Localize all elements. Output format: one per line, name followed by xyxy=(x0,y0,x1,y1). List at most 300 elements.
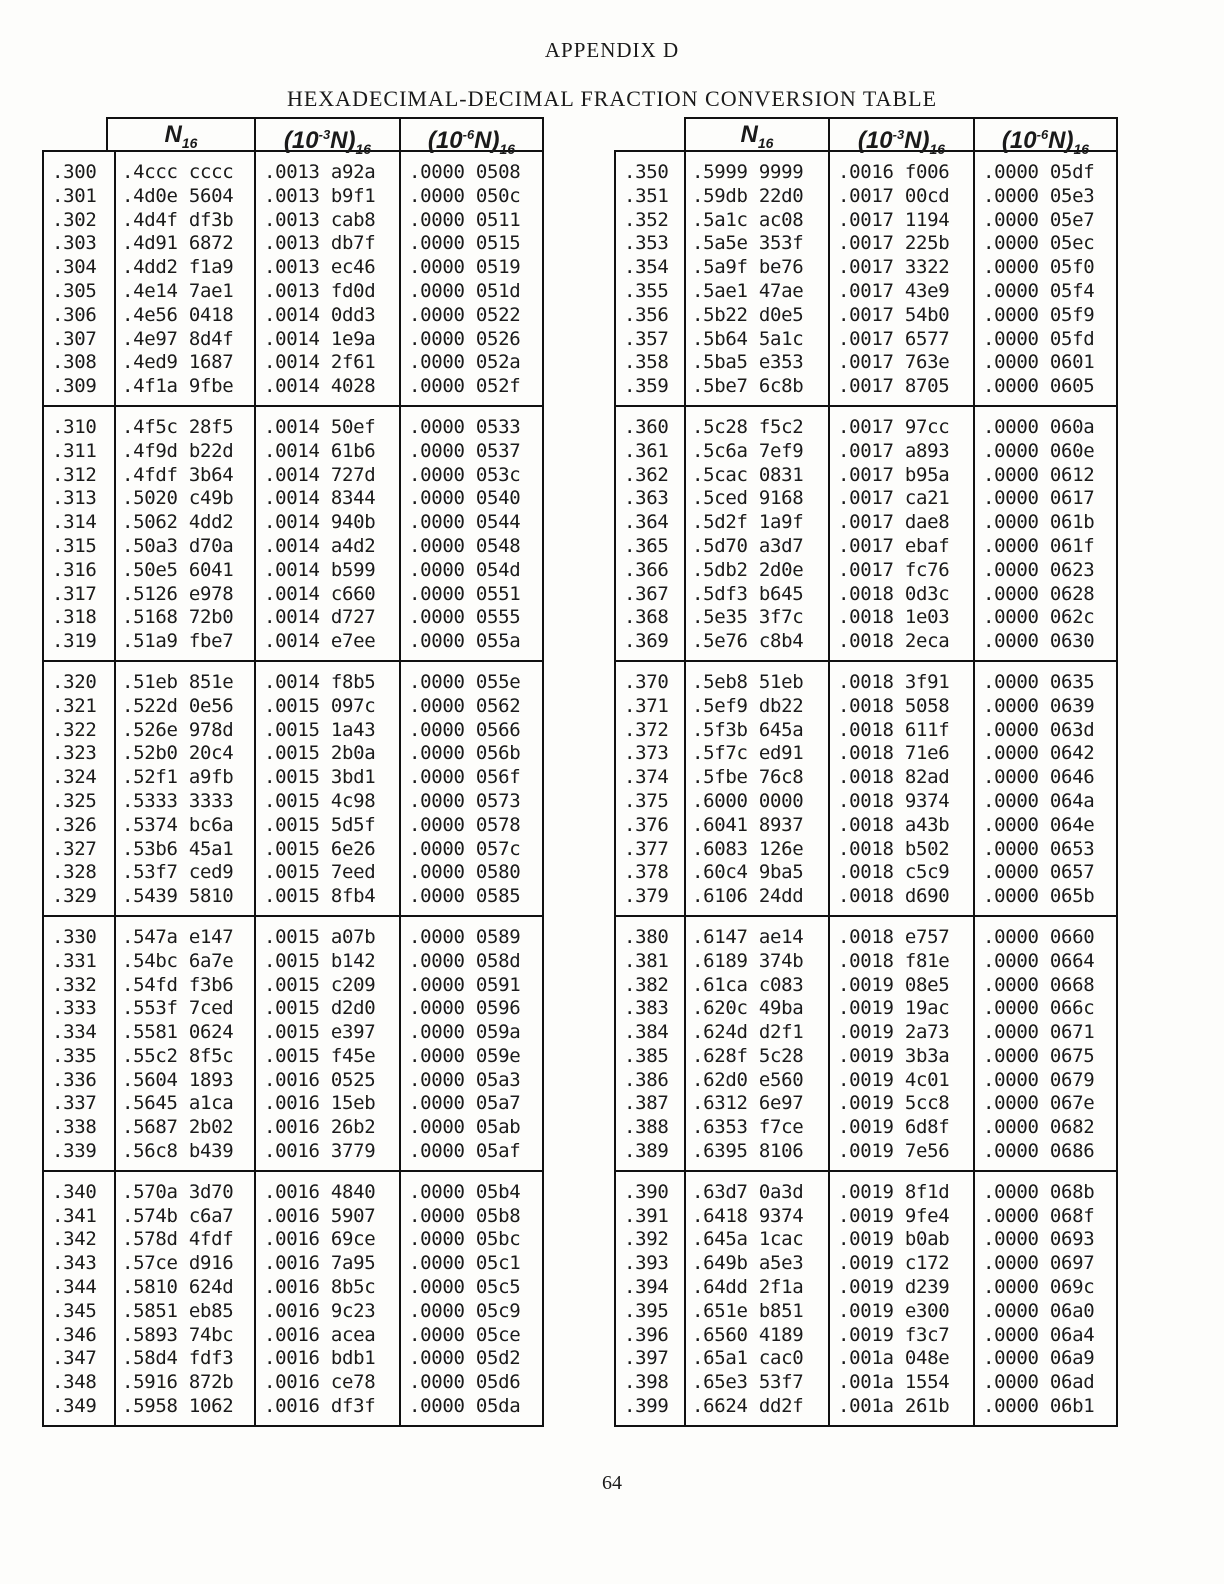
hex-value: .649b a5e3 xyxy=(692,1252,804,1275)
hex-value: .0000 05c9 xyxy=(409,1299,521,1322)
decimal-value: .341 xyxy=(52,1204,97,1227)
decimal-column xyxy=(616,662,686,915)
hex-value: .526e 978d xyxy=(122,718,234,741)
hex-value: .6083 126e xyxy=(692,837,804,860)
hex-value: .0017 dae8 xyxy=(838,511,950,534)
header-subscript: 16 xyxy=(757,134,774,151)
hex-value: .0015 c209 xyxy=(264,973,376,996)
hex-value: .0000 065b xyxy=(983,885,1095,908)
hex-value: .0019 5cc8 xyxy=(838,1092,950,1115)
hex-value: .0016 0525 xyxy=(264,1068,376,1091)
decimal-value: .307 xyxy=(52,327,97,350)
hex-value: .0000 060e xyxy=(983,439,1095,462)
hex-value: .5958 1062 xyxy=(122,1395,234,1418)
hex-value: .5c28 f5c2 xyxy=(692,415,804,438)
decimal-value: .382 xyxy=(624,973,669,996)
hex-value: .0000 05f9 xyxy=(983,303,1095,326)
n16-column xyxy=(116,662,256,915)
decimal-value: .398 xyxy=(624,1371,669,1394)
header-10e-6n xyxy=(401,117,544,157)
hex-value: .0015 5d5f xyxy=(264,813,376,836)
hex-value: .5ae1 47ae xyxy=(692,279,804,302)
hex-value: .0000 0664 xyxy=(983,949,1095,972)
hex-value: .0015 7eed xyxy=(264,861,376,884)
decimal-value: .360 xyxy=(624,415,669,438)
10e-6n-column xyxy=(975,917,1116,1170)
hex-value: .547a e147 xyxy=(122,925,234,948)
hex-value: .0000 0589 xyxy=(409,925,521,948)
decimal-value: .386 xyxy=(624,1068,669,1091)
decimal-value: .343 xyxy=(52,1252,97,1275)
hex-value: .54fd f3b6 xyxy=(122,973,234,996)
hex-value: .0000 0585 xyxy=(409,885,521,908)
header-tail-text: N) xyxy=(330,127,356,154)
hex-value: .0000 066c xyxy=(983,997,1095,1020)
decimal-value: .310 xyxy=(52,415,97,438)
row-group xyxy=(616,660,1116,915)
hex-value: .0000 0671 xyxy=(983,1021,1095,1044)
hex-value: .0015 6e26 xyxy=(264,837,376,860)
hex-value: .0015 1a43 xyxy=(264,718,376,741)
hex-value: .0019 08e5 xyxy=(838,973,950,996)
header-subscript: 16 xyxy=(499,140,516,157)
left-table xyxy=(42,117,544,1427)
n16-column xyxy=(686,662,830,915)
decimal-value: .333 xyxy=(52,997,97,1020)
decimal-value: .363 xyxy=(624,487,669,510)
hex-value: .65a1 cac0 xyxy=(692,1347,804,1370)
hex-value: .0019 9fe4 xyxy=(838,1204,950,1227)
10e-6n-column xyxy=(401,917,542,1170)
decimal-value: .380 xyxy=(624,925,669,948)
hex-value: .0000 059e xyxy=(409,1044,521,1067)
decimal-column xyxy=(44,1172,116,1425)
hex-value: .0000 05da xyxy=(409,1395,521,1418)
decimal-value: .366 xyxy=(624,558,669,581)
hex-value: .0000 0508 xyxy=(409,161,521,183)
row-group xyxy=(44,152,542,405)
hex-value: .001a 048e xyxy=(838,1347,950,1370)
hex-value: .0000 061f xyxy=(983,534,1095,557)
hex-value: .0000 052f xyxy=(409,375,521,398)
decimal-value: .368 xyxy=(624,606,669,629)
hex-value: .5439 5810 xyxy=(122,885,234,908)
hex-value: .0000 05a7 xyxy=(409,1092,521,1115)
hex-value: .651e b851 xyxy=(692,1299,804,1322)
hex-value: .0000 05c1 xyxy=(409,1252,521,1275)
header-exponent: -6 xyxy=(1036,127,1049,142)
hex-value: .5f7c ed91 xyxy=(692,742,804,765)
decimal-value: .352 xyxy=(624,208,669,231)
hex-value: .0019 3b3a xyxy=(838,1044,950,1067)
hex-value: .0000 0537 xyxy=(409,439,521,462)
decimal-value: .385 xyxy=(624,1044,669,1067)
hex-value: .0000 0605 xyxy=(983,375,1095,398)
hex-value: .0000 0682 xyxy=(983,1116,1095,1139)
decimal-value: .395 xyxy=(624,1299,669,1322)
hex-value: .0016 4840 xyxy=(264,1180,376,1203)
decimal-value: .335 xyxy=(52,1044,97,1067)
hex-value: .0015 f45e xyxy=(264,1044,376,1067)
decimal-value: .356 xyxy=(624,303,669,326)
header-exponent: -6 xyxy=(462,127,475,142)
hex-value: .0019 8f1d xyxy=(838,1180,950,1203)
hex-value: .553f 7ced xyxy=(122,997,234,1020)
hex-value: .0000 0653 xyxy=(983,837,1095,860)
hex-value: .0000 0591 xyxy=(409,973,521,996)
hex-value: .0000 057c xyxy=(409,837,521,860)
hex-value: .0014 b599 xyxy=(264,558,376,581)
decimal-value: .311 xyxy=(52,439,97,462)
decimal-value: .300 xyxy=(52,161,97,183)
hex-value: .0018 c5c9 xyxy=(838,861,950,884)
decimal-value: .313 xyxy=(52,487,97,510)
header-subscript: 16 xyxy=(181,134,198,151)
hex-value: .5810 624d xyxy=(122,1276,234,1299)
hex-value: .0013 db7f xyxy=(264,232,376,255)
n16-column xyxy=(116,407,256,660)
10e-3n-column xyxy=(256,917,401,1170)
hex-value: .0000 06ad xyxy=(983,1371,1095,1394)
header-10e-3n xyxy=(256,117,401,157)
hex-value: .0015 2b0a xyxy=(264,742,376,765)
hex-value: .50a3 d70a xyxy=(122,534,234,557)
decimal-value: .331 xyxy=(52,949,97,972)
decimal-value: .328 xyxy=(52,861,97,884)
hex-value: .0019 2a73 xyxy=(838,1021,950,1044)
hex-value: .001a 261b xyxy=(838,1395,950,1418)
hex-value: .0000 0668 xyxy=(983,973,1095,996)
decimal-value: .359 xyxy=(624,375,669,398)
hex-value: .58d4 fdf3 xyxy=(122,1347,234,1370)
hex-value: .57ce d916 xyxy=(122,1252,234,1275)
n16-column xyxy=(116,917,256,1170)
header-base-text: (10 xyxy=(427,127,463,154)
hex-value: .6000 0000 xyxy=(692,789,804,812)
conversion-grid xyxy=(614,150,1118,1427)
hex-value: .0017 a893 xyxy=(838,439,950,462)
decimal-value: .324 xyxy=(52,766,97,789)
hex-value: .0015 4c98 xyxy=(264,789,376,812)
hex-value: .4dd2 f1a9 xyxy=(122,256,234,279)
decimal-value: .390 xyxy=(624,1180,669,1203)
hex-value: .0000 0551 xyxy=(409,582,521,605)
hex-value: .0018 3f91 xyxy=(838,670,950,693)
hex-value: .0000 0555 xyxy=(409,606,521,629)
header-exponent: -3 xyxy=(892,127,905,142)
hex-value: .4f5c 28f5 xyxy=(122,415,234,438)
decimal-value: .376 xyxy=(624,813,669,836)
decimal-value: .354 xyxy=(624,256,669,279)
hex-value: .4ccc cccc xyxy=(122,161,234,183)
hex-value: .0000 05d6 xyxy=(409,1371,521,1394)
10e-6n-column xyxy=(975,1172,1116,1425)
hex-value: .0000 0580 xyxy=(409,861,521,884)
hex-value: .4f1a 9fbe xyxy=(122,375,234,398)
n16-column xyxy=(686,407,830,660)
hex-value: .0018 e757 xyxy=(838,925,950,948)
hex-value: .0014 61b6 xyxy=(264,439,376,462)
row-group xyxy=(616,1170,1116,1425)
hex-value: .5e35 3f7c xyxy=(692,606,804,629)
hex-value: .0013 cab8 xyxy=(264,208,376,231)
decimal-value: .325 xyxy=(52,789,97,812)
decimal-column xyxy=(44,407,116,660)
header-subscript: 16 xyxy=(929,140,946,157)
hex-value: .0017 b95a xyxy=(838,463,950,486)
n16-column xyxy=(686,152,830,405)
hex-value: .0016 15eb xyxy=(264,1092,376,1115)
hex-value: .4d4f df3b xyxy=(122,208,234,231)
hex-value: .4d0e 5604 xyxy=(122,184,234,207)
hex-value: .0000 06b1 xyxy=(983,1395,1095,1418)
hex-value: .0015 d2d0 xyxy=(264,997,376,1020)
hex-value: .0000 0533 xyxy=(409,415,521,438)
column-header-row xyxy=(614,117,1118,157)
row-group xyxy=(44,915,542,1170)
header-10e-3n xyxy=(830,117,975,157)
hex-value: .0015 097c xyxy=(264,694,376,717)
hex-value: .0017 763e xyxy=(838,351,950,374)
hex-value: .5a1c ac08 xyxy=(692,208,804,231)
hex-value: .0000 05df xyxy=(983,161,1095,183)
right-table xyxy=(614,117,1118,1427)
10e-6n-column xyxy=(975,407,1116,660)
hex-value: .5d70 a3d7 xyxy=(692,534,804,557)
decimal-value: .302 xyxy=(52,208,97,231)
hex-value: .0000 0686 xyxy=(983,1140,1095,1163)
hex-value: .0000 053c xyxy=(409,463,521,486)
hex-value: .5b22 d0e5 xyxy=(692,303,804,326)
hex-value: .5a9f be76 xyxy=(692,256,804,279)
decimal-value: .365 xyxy=(624,534,669,557)
decimal-value: .396 xyxy=(624,1323,669,1346)
hex-value: .59db 22d0 xyxy=(692,184,804,207)
decimal-value: .367 xyxy=(624,582,669,605)
hex-value: .56c8 b439 xyxy=(122,1140,234,1163)
hex-value: .0000 0635 xyxy=(983,670,1095,693)
hex-value: .0000 05ec xyxy=(983,232,1095,255)
hex-value: .0000 06a9 xyxy=(983,1347,1095,1370)
conversion-grid xyxy=(42,150,544,1427)
row-group xyxy=(616,152,1116,405)
page-number: 64 xyxy=(602,1472,622,1494)
hex-value: .0000 0697 xyxy=(983,1252,1095,1275)
decimal-value: .394 xyxy=(624,1276,669,1299)
hex-value: .0016 8b5c xyxy=(264,1276,376,1299)
decimal-value: .384 xyxy=(624,1021,669,1044)
hex-value: .4e56 0418 xyxy=(122,303,234,326)
hex-value: .0018 71e6 xyxy=(838,742,950,765)
decimal-value: .308 xyxy=(52,351,97,374)
hex-value: .0000 0628 xyxy=(983,582,1095,605)
decimal-value: .338 xyxy=(52,1116,97,1139)
table-title: HEXADECIMAL-DECIMAL FRACTION CONVERSION TABLE xyxy=(286,86,938,111)
hex-value: .0000 0601 xyxy=(983,351,1095,374)
decimal-value: .334 xyxy=(52,1021,97,1044)
hex-value: .65e3 53f7 xyxy=(692,1371,804,1394)
hex-value: .0013 fd0d xyxy=(264,279,376,302)
hex-value: .0000 0639 xyxy=(983,694,1095,717)
hex-value: .0000 063d xyxy=(983,718,1095,741)
hex-value: .0013 a92a xyxy=(264,161,376,183)
hex-value: .0017 225b xyxy=(838,232,950,255)
hex-value: .0000 05af xyxy=(409,1140,521,1163)
hex-value: .0000 05f0 xyxy=(983,256,1095,279)
hex-value: .0017 6577 xyxy=(838,327,950,350)
hex-value: .5f3b 645a xyxy=(692,718,804,741)
hex-value: .0000 064a xyxy=(983,789,1095,812)
hex-value: .0000 0519 xyxy=(409,256,521,279)
header-n16 xyxy=(106,117,256,150)
hex-value: .6624 dd2f xyxy=(692,1395,804,1418)
hex-value: .5916 872b xyxy=(122,1371,234,1394)
n16-column xyxy=(116,152,256,405)
decimal-column xyxy=(44,917,116,1170)
decimal-value: .371 xyxy=(624,694,669,717)
decimal-column xyxy=(616,407,686,660)
n16-column xyxy=(686,1172,830,1425)
decimal-value: .319 xyxy=(52,630,97,653)
hex-value: .0000 064e xyxy=(983,813,1095,836)
10e-3n-column xyxy=(256,1172,401,1425)
hex-value: .0013 ec46 xyxy=(264,256,376,279)
header-tail-text: N) xyxy=(1048,127,1074,154)
decimal-value: .387 xyxy=(624,1092,669,1115)
hex-value: .0000 0646 xyxy=(983,766,1095,789)
decimal-value: .322 xyxy=(52,718,97,741)
decimal-value: .392 xyxy=(624,1228,669,1251)
hex-value: .51a9 fbe7 xyxy=(122,630,234,653)
hex-value: .0014 0dd3 xyxy=(264,303,376,326)
decimal-value: .326 xyxy=(52,813,97,836)
hex-value: .0019 c172 xyxy=(838,1252,950,1275)
decimal-value: .323 xyxy=(52,742,97,765)
hex-value: .4f9d b22d xyxy=(122,439,234,462)
hex-value: .5d2f 1a9f xyxy=(692,511,804,534)
hex-value: .0000 06a0 xyxy=(983,1299,1095,1322)
decimal-value: .340 xyxy=(52,1180,97,1203)
10e-3n-column xyxy=(830,1172,975,1425)
decimal-value: .351 xyxy=(624,184,669,207)
hex-value: .0014 8344 xyxy=(264,487,376,510)
hex-value: .0000 0630 xyxy=(983,630,1095,653)
decimal-value: .327 xyxy=(52,837,97,860)
hex-value: .0018 1e03 xyxy=(838,606,950,629)
row-group xyxy=(44,660,542,915)
decimal-value: .314 xyxy=(52,511,97,534)
decimal-value: .391 xyxy=(624,1204,669,1227)
hex-value: .0000 05b8 xyxy=(409,1204,521,1227)
hex-value: .0017 ca21 xyxy=(838,487,950,510)
header-spacer xyxy=(42,117,106,150)
hex-value: .0000 05fd xyxy=(983,327,1095,350)
10e-3n-column xyxy=(256,662,401,915)
decimal-value: .329 xyxy=(52,885,97,908)
hex-value: .5ba5 e353 xyxy=(692,351,804,374)
hex-value: .5e76 c8b4 xyxy=(692,630,804,653)
hex-value: .0000 058d xyxy=(409,949,521,972)
decimal-value: .317 xyxy=(52,582,97,605)
hex-value: .5db2 2d0e xyxy=(692,558,804,581)
decimal-value: .378 xyxy=(624,861,669,884)
decimal-value: .312 xyxy=(52,463,97,486)
hex-value: .0016 bdb1 xyxy=(264,1347,376,1370)
hex-value: .0018 2eca xyxy=(838,630,950,653)
hex-value: .6395 8106 xyxy=(692,1140,804,1163)
decimal-value: .393 xyxy=(624,1252,669,1275)
hex-value: .0015 8fb4 xyxy=(264,885,376,908)
hex-value: .5374 bc6a xyxy=(122,813,234,836)
hex-value: .0000 056b xyxy=(409,742,521,765)
hex-value: .51eb 851e xyxy=(122,670,234,693)
row-group xyxy=(616,915,1116,1170)
n16-column xyxy=(116,1172,256,1425)
hex-value: .5eb8 51eb xyxy=(692,670,804,693)
decimal-value: .397 xyxy=(624,1347,669,1370)
hex-value: .0000 0675 xyxy=(983,1044,1095,1067)
hex-value: .0000 0660 xyxy=(983,925,1095,948)
10e-6n-column xyxy=(975,662,1116,915)
hex-value: .55c2 8f5c xyxy=(122,1044,234,1067)
10e-6n-column xyxy=(401,152,542,405)
hex-value: .6312 6e97 xyxy=(692,1092,804,1115)
hex-value: .0000 060a xyxy=(983,415,1095,438)
hex-value: .0000 0596 xyxy=(409,997,521,1020)
hex-value: .4fdf 3b64 xyxy=(122,463,234,486)
decimal-value: .309 xyxy=(52,375,97,398)
decimal-value: .357 xyxy=(624,327,669,350)
hex-value: .0015 a07b xyxy=(264,925,376,948)
decimal-value: .303 xyxy=(52,232,97,255)
hex-value: .62d0 e560 xyxy=(692,1068,804,1091)
hex-value: .0000 061b xyxy=(983,511,1095,534)
hex-value: .53f7 ced9 xyxy=(122,861,234,884)
10e-3n-column xyxy=(256,407,401,660)
hex-value: .0000 05b4 xyxy=(409,1180,521,1203)
hex-value: .4ed9 1687 xyxy=(122,351,234,374)
appendix-heading: APPENDIX D xyxy=(544,38,680,62)
hex-value: .0018 a43b xyxy=(838,813,950,836)
hex-value: .0014 a4d2 xyxy=(264,534,376,557)
hex-value: .0014 727d xyxy=(264,463,376,486)
decimal-value: .330 xyxy=(52,925,97,948)
hex-value: .0018 82ad xyxy=(838,766,950,789)
hex-value: .0017 54b0 xyxy=(838,303,950,326)
hex-value: .0016 f006 xyxy=(838,161,950,183)
hex-value: .5893 74bc xyxy=(122,1323,234,1346)
hex-value: .0000 0657 xyxy=(983,861,1095,884)
hex-value: .0017 1194 xyxy=(838,208,950,231)
hex-value: .0000 050c xyxy=(409,184,521,207)
hex-value: .522d 0e56 xyxy=(122,694,234,717)
hex-value: .60c4 9ba5 xyxy=(692,861,804,884)
hex-value: .0016 df3f xyxy=(264,1395,376,1418)
header-base-text: (10 xyxy=(857,127,893,154)
hex-value: .6353 f7ce xyxy=(692,1116,804,1139)
header-subscript: 16 xyxy=(355,140,372,157)
hex-value: .0017 97cc xyxy=(838,415,950,438)
hex-value: .5be7 6c8b xyxy=(692,375,804,398)
header-tail-text: N) xyxy=(904,127,930,154)
hex-value: .5020 c49b xyxy=(122,487,234,510)
decimal-value: .372 xyxy=(624,718,669,741)
hex-value: .0017 43e9 xyxy=(838,279,950,302)
hex-value: .0000 0540 xyxy=(409,487,521,510)
hex-value: .0000 056f xyxy=(409,766,521,789)
decimal-value: .349 xyxy=(52,1395,97,1418)
hex-value: .5b64 5a1c xyxy=(692,327,804,350)
